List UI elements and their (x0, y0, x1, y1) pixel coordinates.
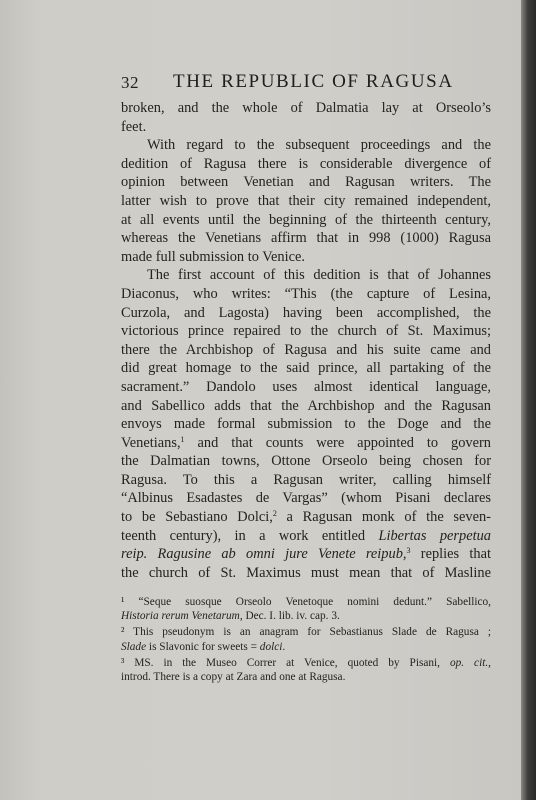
footnote-line: ³ MS. in the Museo Correr at Venice, quoted by Pisani, op. cit., (121, 656, 491, 669)
running-title: THE REPUBLIC OF RAGUSA (173, 71, 454, 92)
body-line: Diaconus, who writes: “This (the capture of Lesina, (121, 285, 491, 302)
body-line: to be Sebastiano Dolci,$^2$ a Ragusan monk of the seven- (121, 509, 491, 526)
footnote-line: introd. There is a copy at Zara and one at Ragusa. (121, 670, 346, 683)
body-line: broken, and the whole of Dalmatia lay at Orseolo’s (121, 100, 491, 116)
body-line: latter wish to prove that their city remained independent, (121, 192, 491, 209)
body-line: did great homage to the said prince, all partaking of the (121, 360, 491, 377)
footnotes (121, 595, 491, 684)
page-number: 32 (121, 73, 139, 92)
footnote-line: ² This pseudonym is an anagram for Sebastianus Slade de Ragusa ; (121, 626, 491, 639)
body-line: and Sabellico adds that the Archbishop and the Ragusan (121, 397, 491, 414)
body-line: “Albinus Esadastes de Vargas” (whom Pisani declares (121, 490, 491, 507)
body-line: sacrament.” Dandolo uses almost identical language, (121, 378, 491, 395)
body-line: reip. Ragusine ab omni jure Venete reipub,$^3$ replies that (121, 546, 492, 563)
body-line: victorious prince repaired to the church of St. Maximus; (121, 323, 491, 340)
running-head (121, 71, 521, 93)
footnote-line: Historia rerum Venetarum, Dec. I. lib. iv. cap. 3. (121, 610, 340, 623)
body-line: at all events until the beginning of the thirteenth century, (121, 211, 491, 228)
body-line: teenth century), in a work entitled Libertas perpetua (121, 527, 491, 544)
body-line: whereas the Venetians affirm that in 998 (1000) Ragusa (121, 230, 491, 247)
body-line: The first account of this dedition is that of Johannes (147, 267, 491, 284)
footnote-line: ¹ “Seque suosque Orseolo Venetoque nomini dedunt.” Sabellico, (121, 596, 491, 608)
body-text (121, 99, 491, 582)
body-line: Venetians,$^1$ and that counts were appointed to govern (121, 434, 491, 451)
body-line: Curzola, and Lagosta) having been accomplished, the (121, 304, 491, 321)
body-line: With regard to the subsequent proceedings and the (147, 137, 491, 154)
footnote-line: Slade is Slavonic for sweets = dolci. (121, 640, 286, 653)
body-line: the Dalmatian towns, Ottone Orseolo being chosen for (121, 453, 491, 470)
body-line: feet. (121, 118, 147, 135)
footnote-marker: 3 (406, 546, 411, 556)
binding-shadow (521, 0, 536, 800)
body-line: there the Archbishop of Ragusa and his suite came and (121, 341, 491, 358)
body-line: opinion between Venetian and Ragusan writers. The (121, 174, 491, 191)
body-line: the church of St. Maximus must mean that of Masline (121, 564, 491, 581)
footnote-marker: 2 (272, 509, 277, 519)
body-line: dedition of Ragusa there is considerable divergence of (121, 155, 491, 172)
footnote-marker: 1 (180, 434, 185, 444)
body-line: made full submission to Venice. (121, 248, 305, 265)
body-line: Ragusa. To this a Ragusan writer, calling himself (121, 471, 491, 488)
body-line: envoys made formal submission to the Doge and the (121, 416, 491, 433)
